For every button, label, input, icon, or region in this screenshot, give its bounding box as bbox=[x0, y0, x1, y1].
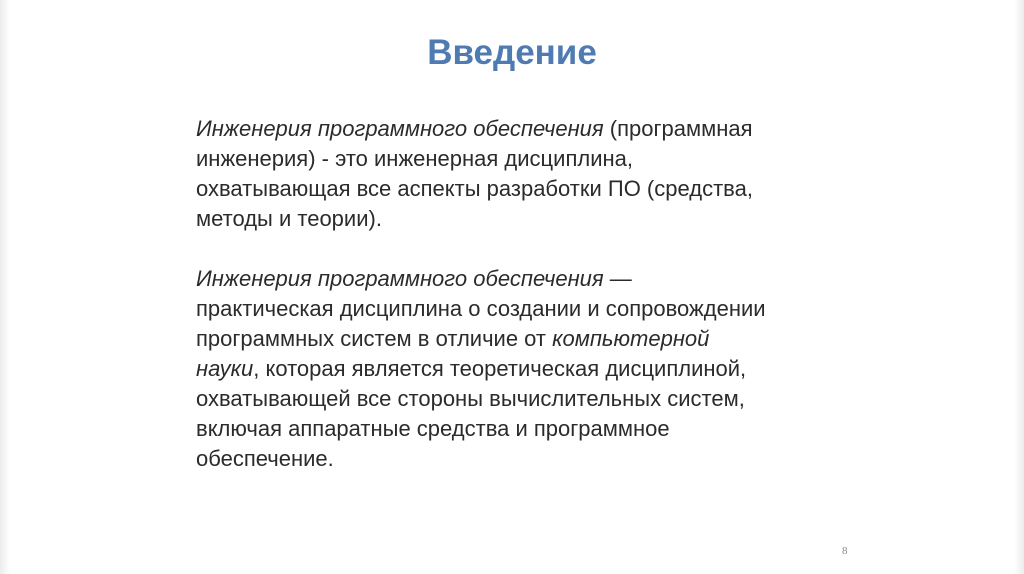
slide-body bbox=[196, 114, 876, 474]
text-fragment: , которая является теоретическая дисциплиной, bbox=[253, 356, 747, 381]
slide-left-edge bbox=[0, 0, 10, 574]
term-italic: Инженерия программного обеспечения bbox=[196, 266, 604, 291]
slide-title: Введение bbox=[427, 33, 597, 72]
text-line: обеспечение. bbox=[196, 446, 334, 471]
text-line: охватывающая все аспекты разработки ПО (средства, bbox=[196, 176, 753, 201]
definition-paragraph-1 bbox=[196, 114, 876, 234]
text-line: практическая дисциплина о создании и сопровождении bbox=[196, 296, 766, 321]
text-fragment: (программная bbox=[603, 116, 753, 141]
text-line: методы и теории). bbox=[196, 206, 382, 231]
text-line: охватывающей все стороны вычислительных систем, bbox=[196, 386, 745, 411]
term-italic: компьютерной bbox=[552, 326, 710, 351]
term-italic: науки bbox=[196, 356, 254, 381]
term-italic: Инженерия программного обеспечения bbox=[196, 116, 604, 141]
text-line: включая аппаратные средства и программное bbox=[196, 416, 670, 441]
text-line: инженерия) - это инженерная дисциплина, bbox=[196, 146, 633, 171]
text-fragment: — bbox=[603, 266, 632, 291]
slide-right-edge bbox=[1014, 0, 1024, 574]
page-number: 8 bbox=[842, 545, 848, 557]
text-fragment: программных систем в отличие от bbox=[196, 326, 553, 351]
definition-paragraph-2 bbox=[196, 264, 876, 474]
